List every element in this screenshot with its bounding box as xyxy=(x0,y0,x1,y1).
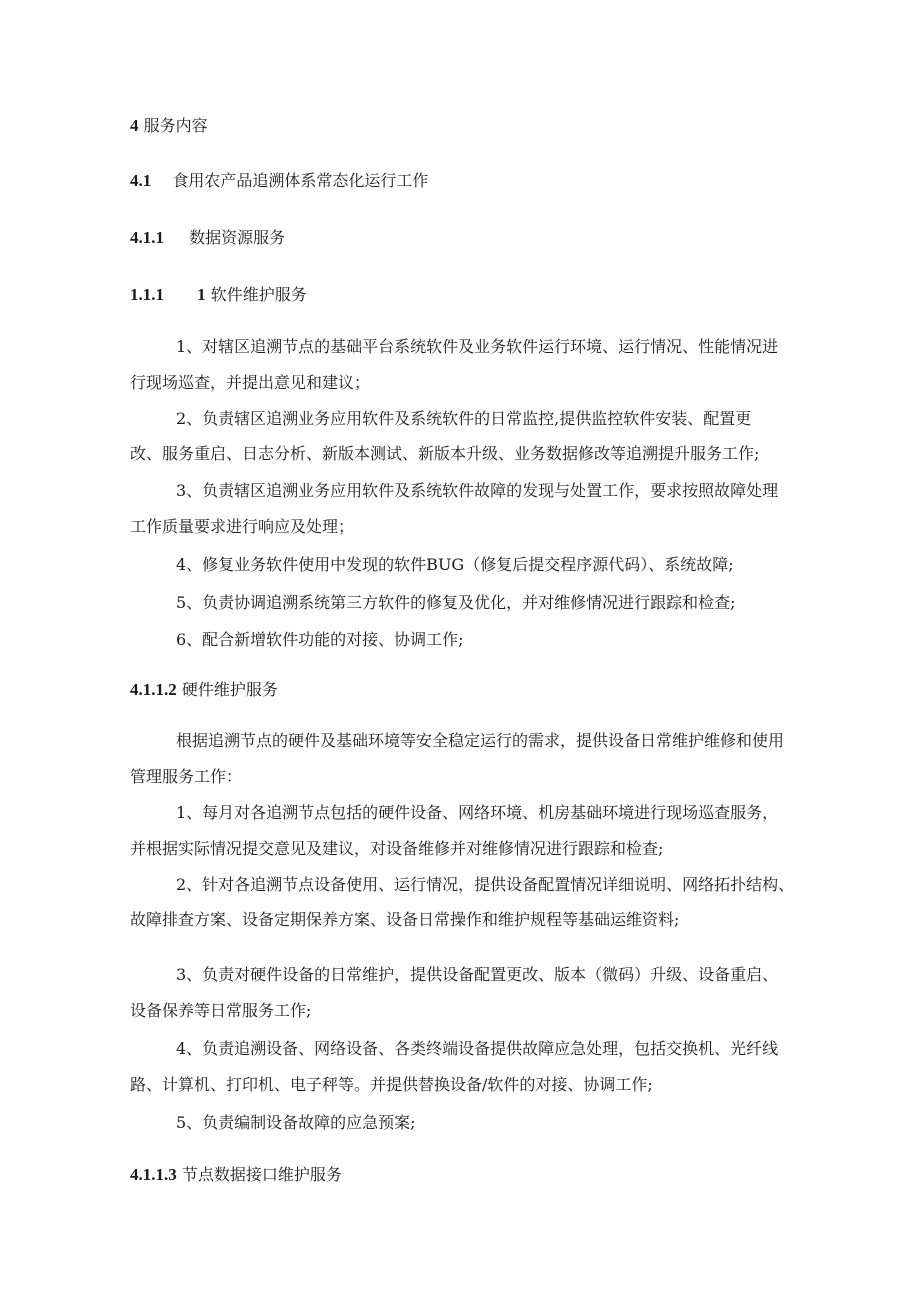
heading-4 xyxy=(130,116,208,136)
heading-title: 软件维护服务 xyxy=(210,285,307,304)
software-item-2: 2、负责辖区追溯业务应用软件及系统软件的日常监控,提供监控软件安装、配置更 xyxy=(176,409,752,428)
heading-title: 数据资源服务 xyxy=(189,228,286,247)
software-item-3-cont: 工作质量要求进行响应及处理； xyxy=(130,517,355,536)
hardware-intro: 根据追溯节点的硬件及基础环境等安全稳定运行的需求，提供设备日常维护维修和使用 xyxy=(176,731,785,750)
hardware-item-2: 2、针对各追溯节点设备使用、运行情况，提供设备配置情况详细说明、网络拓扑结构、 xyxy=(176,875,795,894)
heading-number: 4.1.1.2 xyxy=(130,680,177,699)
hardware-item-3-cont: 设备保养等日常服务工作; xyxy=(130,1001,312,1020)
software-item-1: 1、对辖区追溯节点的基础平台系统软件及业务软件运行环境、运行情况、性能情况进 xyxy=(176,337,779,356)
heading-number: 4 xyxy=(130,116,139,135)
heading-number: 4.1.1 xyxy=(130,228,164,247)
heading-number-suffix: 1 xyxy=(197,285,206,304)
hardware-item-5: 5、负责编制设备故障的应急预案; xyxy=(176,1113,416,1132)
software-item-3: 3、负责辖区追溯业务应用软件及系统软件故障的发现与处置工作，要求按照故障处理 xyxy=(176,481,779,500)
software-item-6: 6、配合新增软件功能的对接、协调工作; xyxy=(176,630,464,649)
software-item-5: 5、负责协调追溯系统第三方软件的修复及优化，并对维修情况进行跟踪和检查; xyxy=(176,593,736,612)
heading-title: 食用农产品追溯体系常态化运行工作 xyxy=(172,171,429,190)
hardware-item-1-cont: 并根据实际情况提交意见及建议，对设备维修并对维修情况进行跟踪和检查; xyxy=(130,839,664,858)
heading-title: 硬件维护服务 xyxy=(181,680,278,699)
heading-4-1-1-2 xyxy=(130,680,278,700)
software-item-1-cont: 行现场巡查，并提出意见和建议； xyxy=(130,373,371,392)
heading-4-1-1-3 xyxy=(130,1165,342,1185)
heading-number: 4.1.1.3 xyxy=(130,1165,177,1184)
heading-number: 1.1.1 xyxy=(130,285,164,304)
software-item-4: 4、修复业务软件使用中发现的软件BUG（修复后提交程序源代码）、系统故障; xyxy=(176,555,734,574)
heading-4-1 xyxy=(130,171,428,191)
software-item-2-cont: 改、服务重启、日志分析、新版本测试、新版本升级、业务数据修改等追溯提升服务工作; xyxy=(130,444,760,463)
hardware-item-1: 1、每月对各追溯节点包括的硬件设备、网络环境、机房基础环境进行现场巡查服务， xyxy=(176,803,779,822)
heading-4-1-1-1 xyxy=(130,285,307,305)
hardware-item-2-cont: 故障排查方案、设备定期保养方案、设备日常操作和维护规程等基础运维资料; xyxy=(130,910,680,929)
heading-title: 节点数据接口维护服务 xyxy=(181,1165,342,1184)
heading-number: 4.1 xyxy=(130,171,152,190)
hardware-item-4-cont: 路、计算机、打印机、电子秤等。并提供替换设备/软件的对接、协调工作; xyxy=(130,1075,653,1094)
hardware-intro-cont: 管理服务工作： xyxy=(130,767,243,786)
hardware-item-4: 4、负责追溯设备、网络设备、各类终端设备提供故障应急处理，包括交换机、光纤线 xyxy=(176,1039,779,1058)
heading-4-1-1 xyxy=(130,228,285,248)
hardware-item-3: 3、负责对硬件设备的日常维护，提供设备配置更改、版本（微码）升级、设备重启、 xyxy=(176,965,779,984)
heading-title: 服务内容 xyxy=(143,116,208,135)
